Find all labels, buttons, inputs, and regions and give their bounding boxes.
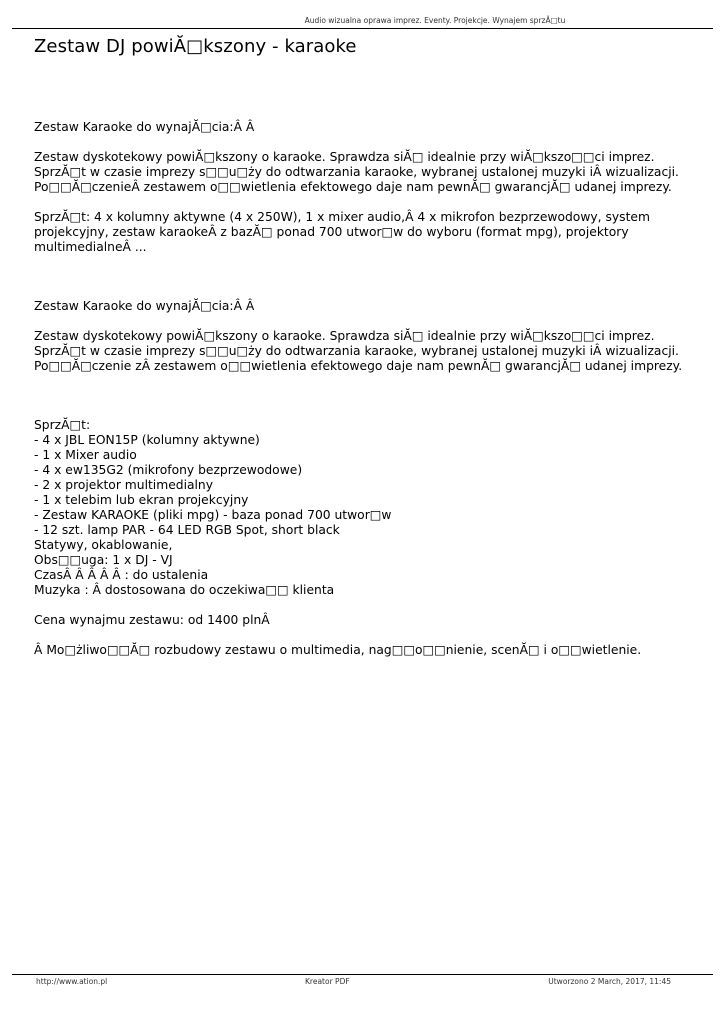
document-body — [34, 120, 694, 658]
section2-paragraph-line: SprzĂ□t w czasie imprezy s□□u□ży do odtwarzania karaoke, wybranej ustalonej muzyki iÂ wizualizacji. — [34, 344, 679, 358]
footer-created-date: Utworzono 2 March, 2017, 11:45 — [548, 977, 671, 986]
equipment-list-heading: SprzĂ□t: — [34, 418, 91, 432]
section1-paragraph-line: Zestaw dyskotekowy powiĂ□kszony o karaoke. Sprawdza siĂ□ idealnie przy wiĂ□kszo□□ci imprez. — [34, 150, 655, 164]
page-header: Audio wizualna oprawa imprez. Eventy. Projekcje. Wynajem sprzĂ□tu — [304, 16, 566, 25]
footer-generator: Kreator PDF — [305, 977, 350, 986]
section2-paragraph-line: Po□□Ă□czenie zÂ zestawem o□□wietlenia efektowego daje nam pewnĂ□ gwarancjĂ□ udanej imprezy. — [34, 359, 683, 373]
equipment-list-item: - 1 x Mixer audio — [34, 448, 137, 462]
equipment-list-item: - 4 x JBL EON15P (kolumny aktywne) — [34, 433, 260, 447]
section2-paragraph-line: Zestaw dyskotekowy powiĂ□kszony o karaoke. Sprawdza siĂ□ idealnie przy wiĂ□kszo□□ci imprez. — [34, 329, 655, 343]
section1-paragraph-line: SprzĂ□t w czasie imprezy s□□u□ży do odtwarzania karaoke, wybranej ustalonej muzyki iÂ wizualizacji. — [34, 165, 679, 179]
section2-heading: Zestaw Karaoke do wynajĂ□cia:Â Â — [34, 299, 255, 313]
equipment-list-item: CzasÂ Â Â Â Â : do ustalenia — [34, 568, 209, 582]
header-divider — [12, 28, 713, 29]
section1-equipment-line: multimedialneÂ ... — [34, 240, 147, 254]
equipment-list-item: - 4 x ew135G2 (mikrofony bezprzewodowe) — [34, 463, 303, 477]
equipment-list-item: Muzyka : Â dostosowana do oczekiwa□□ klienta — [34, 583, 335, 597]
section1-equipment-line: SprzĂ□t: 4 x kolumny aktywne (4 x 250W), 1 x mixer audio,Â 4 x mikrofon bezprzewodowy, system — [34, 210, 650, 224]
equipment-list-item: Statywy, okablowanie, — [34, 538, 173, 552]
equipment-list-item: - Zestaw KARAOKE (pliki mpg) - baza ponad 700 utwor□w — [34, 508, 392, 522]
equipment-list-item: Obs□□uga: 1 x DJ - VJ — [34, 553, 173, 567]
footer-divider — [12, 974, 713, 975]
section1-paragraph-line: Po□□Ă□czenieÂ zestawem o□□wietlenia efektowego daje nam pewnĂ□ gwarancjĂ□ udanej imprezy. — [34, 180, 672, 194]
extension-note: Â Mo□żliwo□□Ă□ rozbudowy zestawu o multimedia, nag□□o□□nienie, scenĂ□ i o□□wietlenie. — [34, 643, 642, 657]
price-line: Cena wynajmu zestawu: od 1400 plnÂ — [34, 613, 270, 627]
section1-equipment-line: projekcyjny, zestaw karaokeÂ z bazĂ□ ponad 700 utwor□w do wyboru (format mpg), projektory — [34, 225, 629, 239]
section1-heading: Zestaw Karaoke do wynajĂ□cia:Â Â — [34, 120, 255, 134]
page-title: Zestaw DJ powiĂ□kszony - karaoke — [34, 36, 357, 57]
equipment-list-item: - 1 x telebim lub ekran projekcyjny — [34, 493, 249, 507]
footer-url-link[interactable]: http://www.ation.pl — [36, 977, 108, 986]
equipment-list-item: - 2 x projektor multimedialny — [34, 478, 214, 492]
equipment-list-item: - 12 szt. lamp PAR - 64 LED RGB Spot, short black — [34, 523, 340, 537]
